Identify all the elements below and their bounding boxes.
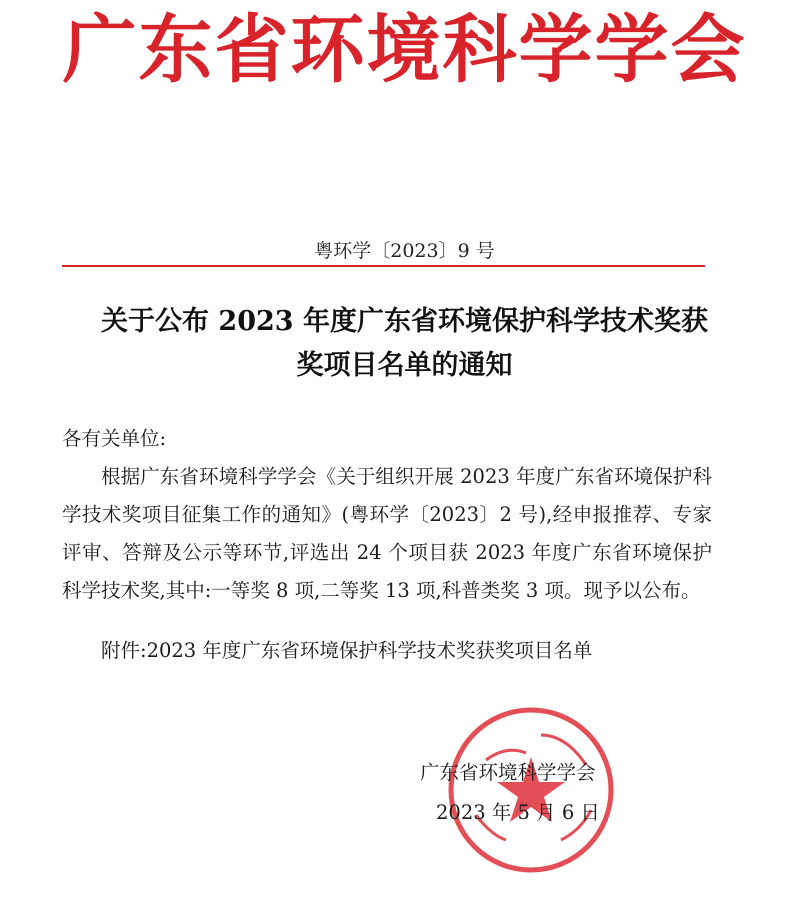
signature-org: 广东省环境科学学会 xyxy=(420,761,596,784)
red-divider-line xyxy=(62,265,705,267)
signature-date: 2023 年 5 月 6 日 xyxy=(436,801,600,824)
body-paragraph: 根据广东省环境科学学会《关于组织开展 2023 年度广东省环境保护科学技术奖项目征集工作的通知》(粤环学〔2023〕2 号),经申报推荐、专家评审、答辩及公示等环节,评选出 24 个项目获 2023 年度广东省环境保护科学技术奖,其中:一等奖 8 项,二等奖 13 项,科普类奖 3 项。现予以公布。 xyxy=(62,465,712,602)
title-line-1: 关于公布 2023 年度广东省环境保护科学技术奖获 xyxy=(101,306,708,337)
org-header-title: 广东省环境科学学会 xyxy=(62,7,747,93)
document-number: 粤环学〔2023〕9 号 xyxy=(314,240,495,262)
attachment-line: 附件:2023 年度广东省环境保护科学技术奖获奖项目名单 xyxy=(101,639,593,662)
title-line-2: 奖项目名单的通知 xyxy=(296,350,513,381)
signature-block xyxy=(420,753,660,833)
document-body xyxy=(62,420,712,670)
salutation: 各有关单位: xyxy=(62,427,167,450)
document-title xyxy=(30,300,779,388)
